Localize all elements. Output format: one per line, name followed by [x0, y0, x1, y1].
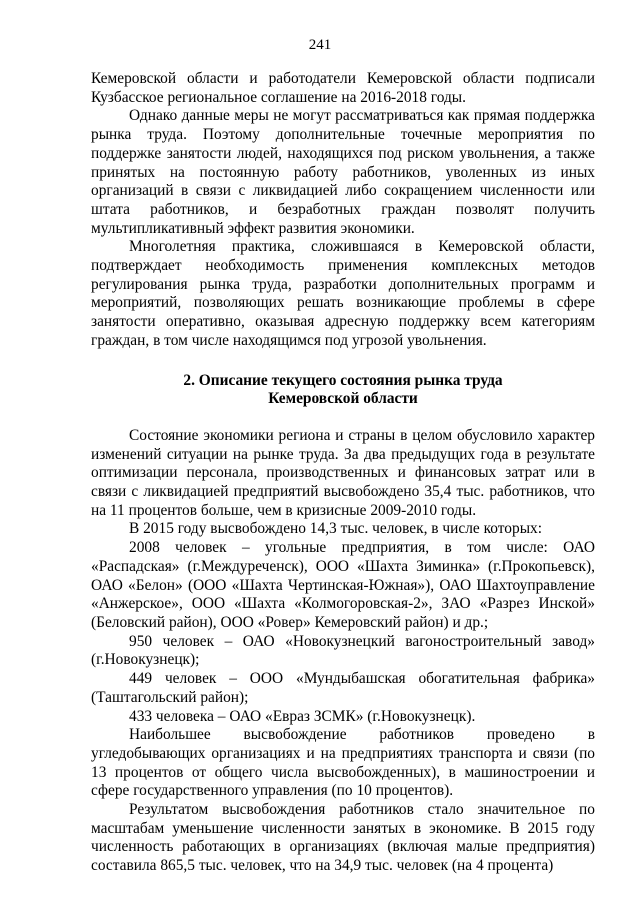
page-content: [91, 70, 595, 876]
paragraph: Многолетняя практика, сложившаяся в Кемеровской области, подтверждает необходимость применения комплексных методов регулирования рынка труда, разработки дополнительных программ и мероприятий, позволяющих решать возникающие проблемы в сфере занятости оперативно, оказывая адресную поддержку всем категориям граждан, в том числе находящимся под угрозой увольнения.: [91, 238, 595, 349]
paragraph: Состояние экономики региона и страны в целом обусловило характер изменений ситуации на рынке труда. За два предыдущих года в результате оптимизации персонала, производственных и финансовых затрат или в связи с ликвидацией предприятий высвобождено 35,4 тыс. работников, что на 11 процентов больше, чем в кризисные 2009-2010 годы.: [91, 426, 595, 519]
paragraph: Кемеровской области и работодатели Кемеровской области подписали Кузбасское региональное соглашение на 2016-2018 годы.: [91, 70, 595, 106]
paragraph: 433 человека – ОАО «Евраз ЗСМК» (г.Новокузнецк).: [129, 707, 476, 725]
paragraph: 449 человек – ООО «Мундыбашская обогатительная фабрика» (Таштагольский район);: [91, 670, 595, 706]
paragraph: В 2015 году высвобождено 14,3 тыс. человек, в числе которых:: [129, 520, 543, 538]
section-heading: [91, 372, 595, 409]
paragraph: Результатом высвобождения работников стало значительное по масштабам уменьшение численности занятых в экономике. В 2015 году численность работающих в организациях (включая малые предприятия) составила 865,5 тыс. человек, что на 34,9 тыс. человек (на 4 процента): [91, 801, 595, 875]
paragraph: 950 человек – ОАО «Новокузнецкий вагоностроительный завод» (г.Новокузнецк);: [91, 632, 595, 669]
paragraph: Наибольшее высвобождение работников проведено в угледобывающих организациях и на предприятиях транспорта и связи (по 13 процентов от общего числа высвобожденных), в машиностроении и сфере государственного управления (по 10 процентов).: [91, 726, 595, 800]
page-number: 241: [308, 37, 332, 53]
section-heading-line: Кемеровской области: [268, 390, 418, 408]
section-heading-line: 2. Описание текущего состояния рынка труда: [183, 371, 503, 389]
paragraph: Однако данные меры не могут рассматриваться как прямая поддержка рынка труда. Поэтому дополнительные точечные мероприятия по поддержке занятости людей, находящихся под риском увольнения, а также принятых на постоянную работу работников, уволенных из иных организаций в связи с ликвидацией либо сокращением численности или штата работников, и безработных граждан позволят получить мультипликативный эффект развития экономики.: [91, 107, 595, 237]
paragraph: 2008 человек – угольные предприятия, в том числе: ОАО «Распадская» (г.Междуреченск), ООО «Шахта Зиминка» (г.Прокопьевск), ОАО «Белон» (ООО «Шахта Чертинская-Южная»), ОАО Шахтоуправление «Анжерское», ООО «Шахта «Колмогоровская-2», ЗАО «Разрез Инской» (Беловский район), ООО «Ровер» Кемеровский район) и др.;: [91, 539, 595, 631]
